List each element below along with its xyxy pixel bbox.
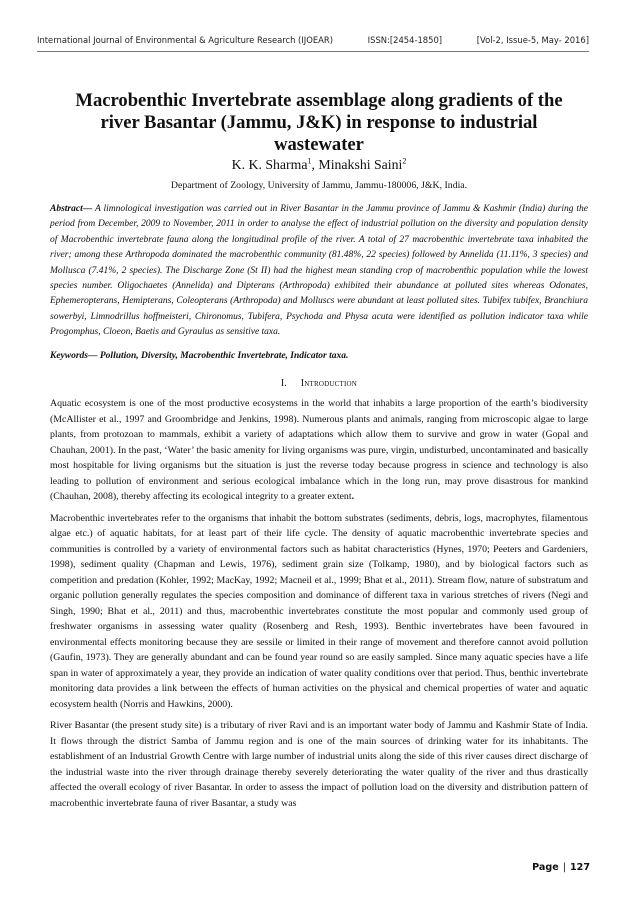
author-2-affiliation-mark: 2 <box>402 156 407 166</box>
abstract-label: Abstract— <box>50 204 93 214</box>
author-1: K. K. Sharma <box>231 157 308 172</box>
page-label: Page <box>532 862 559 873</box>
keywords <box>50 350 588 363</box>
page-separator: | <box>562 862 566 873</box>
issn: ISSN:[2454-1850] <box>367 35 443 45</box>
author-separator: , <box>311 157 319 172</box>
page-footer <box>532 862 590 873</box>
keywords-text: Pollution, Diversity, Macrobenthic Invertebrate, Indicator taxa. <box>97 351 349 362</box>
paper-title: Macrobenthic Invertebrate assemblage along gradients of the river Basantar (Jammu, J&K) in response to industrial wastewater <box>75 90 563 155</box>
keywords-label: Keywords— <box>50 351 98 362</box>
volume-issue: [Vol-2, Issue-5, May- 2016] <box>476 35 589 45</box>
article-body <box>50 90 588 811</box>
running-header <box>37 35 589 45</box>
intro-paragraph-1-text: Aquatic ecosystem is one of the most productive ecosystems in the world that inhabits a large proportion of the earth’s biodiversity (McAllister et al., 1997 and Groombridge and Jenkins, 1998). Numerous plants and animals, ranging from microscopic algae to large plants, from protozoan to mammals, exhibit a variety of adaptations which allow them to survive and grow in water (Gopal and Chauhan, 2001). In the past, ‘Water’ the basic amenity for living organisms was pure, virgin, undisturbed, uncontaminated and basically most hospitable for living organisms but the situation is just the reverse today because progress in science and technology is also leading to pollution of environment and serious ecological imbalance which in the long run, may prove disastrous for mankind (Chauhan, 2008), thereby affecting its ecological integrity to a greater extent <box>50 398 588 503</box>
intro-paragraph-1 <box>50 396 588 505</box>
header-divider <box>37 51 589 52</box>
author-line <box>50 156 588 173</box>
affiliation: Department of Zoology, University of Jammu, Jammu-180006, J&K, India. <box>170 180 468 191</box>
section-heading-introduction <box>50 377 588 390</box>
section-title: Introduction <box>300 378 358 390</box>
page-number: 127 <box>569 862 590 873</box>
intro-paragraph-2: Macrobenthic invertebrates refer to the organisms that inhabit the bottom substrates (sediments, debris, logs, macrophytes, filamentous algae etc.) of aquatic habitats, for at least part of their life cycle. The density of aquatic macrobenthic invertebrate species and communities is controlled by a variety of environmental factors such as habitat characteristics (Hynes, 1970; Peeters and Gardeniers, 1998), sediment quality (Chapman and Lewis, 1976), sediment grain size (Tolkamp, 1980), and by biological factors such as competition and predation (Kohler, 1992; MacKay, 1992; Macneil et al., 1999; Bhat et al., 2011). Stream flow, nature of substratum and organic pollution generally regulates the species composition and dominance of different taxa in various stretches of rivers (Negi and Singh, 1990; Bhat et al., 2011) and thus, macrobenthic invertebrates constitute the most popular and commonly used group of freshwater organisms in assessing water quality (Rosenberg and Resh, 1993). Benthic invertebrates have been favoured in environmental effects monitoring because they are sessile or limited in their range of movement and therefore cannot avoid pollution (Gaufin, 1973). They are generally abundant and can be found year round so are easily sampled. Since many aquatic species have a life span in water of approximately a year, they provide an indication of water quality conditions over that period. Thus, benthic invertebrate monitoring data provides a link between the effects of human activities on the physical and chemical properties of water and aquatic ecosystem health (Norris and Hawkins, 2000). <box>50 512 588 710</box>
abstract-text: A limnological investigation was carried out in River Basantar in the Jammu province of Jammu & Kashmir (India) during the period from December, 2009 to November, 2011 in order to analyse the effect of industrial pollution on the diversity and population density of Macrobenthic invertebrate fauna along the longitudinal profile of the river. A total of 27 macrobenthic invertebrate taxa inhabited the river; among these Arthropoda dominated the macrobenthic community (81.48%, 22 species) followed by Annelida (11.11%, 3 species) and Mollusca (7.41%, 2 species). The Discharge Zone (St II) had the highest mean standing crop of macrobenthic population while the lowest species number. Oligochaetes (Annelida) and Dipterans (Arthropoda) exhibited their abundance at polluted sites whereas Odonates, Ephemeropterans, Hemipterans, Coleopterans (Arthropoda) and Molluscs were abundant at least polluted sites. Tubifex tubifex, Branchiura sowerbyi, Limnodrillus hoffmeisteri, Chironomus, Tubifera, Psychoda and Physa acuta were identified as pollution indicator taxa while Progomphus, Cloeon, Baetis and Gyraulus as sensitive taxa. <box>50 204 588 338</box>
author-1-affiliation-mark: 1 <box>307 156 312 166</box>
section-number: I. <box>280 378 287 390</box>
intro-paragraph-1-end: . <box>351 491 355 503</box>
abstract <box>50 202 588 341</box>
journal-name: International Journal of Environmental & Agriculture Research (IJOEAR) <box>37 35 333 45</box>
author-2: Minakshi Saini <box>318 157 403 172</box>
intro-paragraph-3: River Basantar (the present study site) is a tributary of river Ravi and is an important water body of Jammu and Kashmir State of India. It flows through the district Samba of Jammu region and is one of the main sources of drinking water for its inhabitants. The establishment of an Industrial Growth Centre with large number of industrial units along the side of this river causes direct discharge of the industrial waste into the river through drainage thereby severely deteriorating the water quality of the river and thus drastically affected the overall ecology of river Basantar. In order to assess the impact of pollution load on the diversity and distribution pattern of macrobenthic invertebrate fauna of river Basantar, a study was <box>50 720 588 809</box>
